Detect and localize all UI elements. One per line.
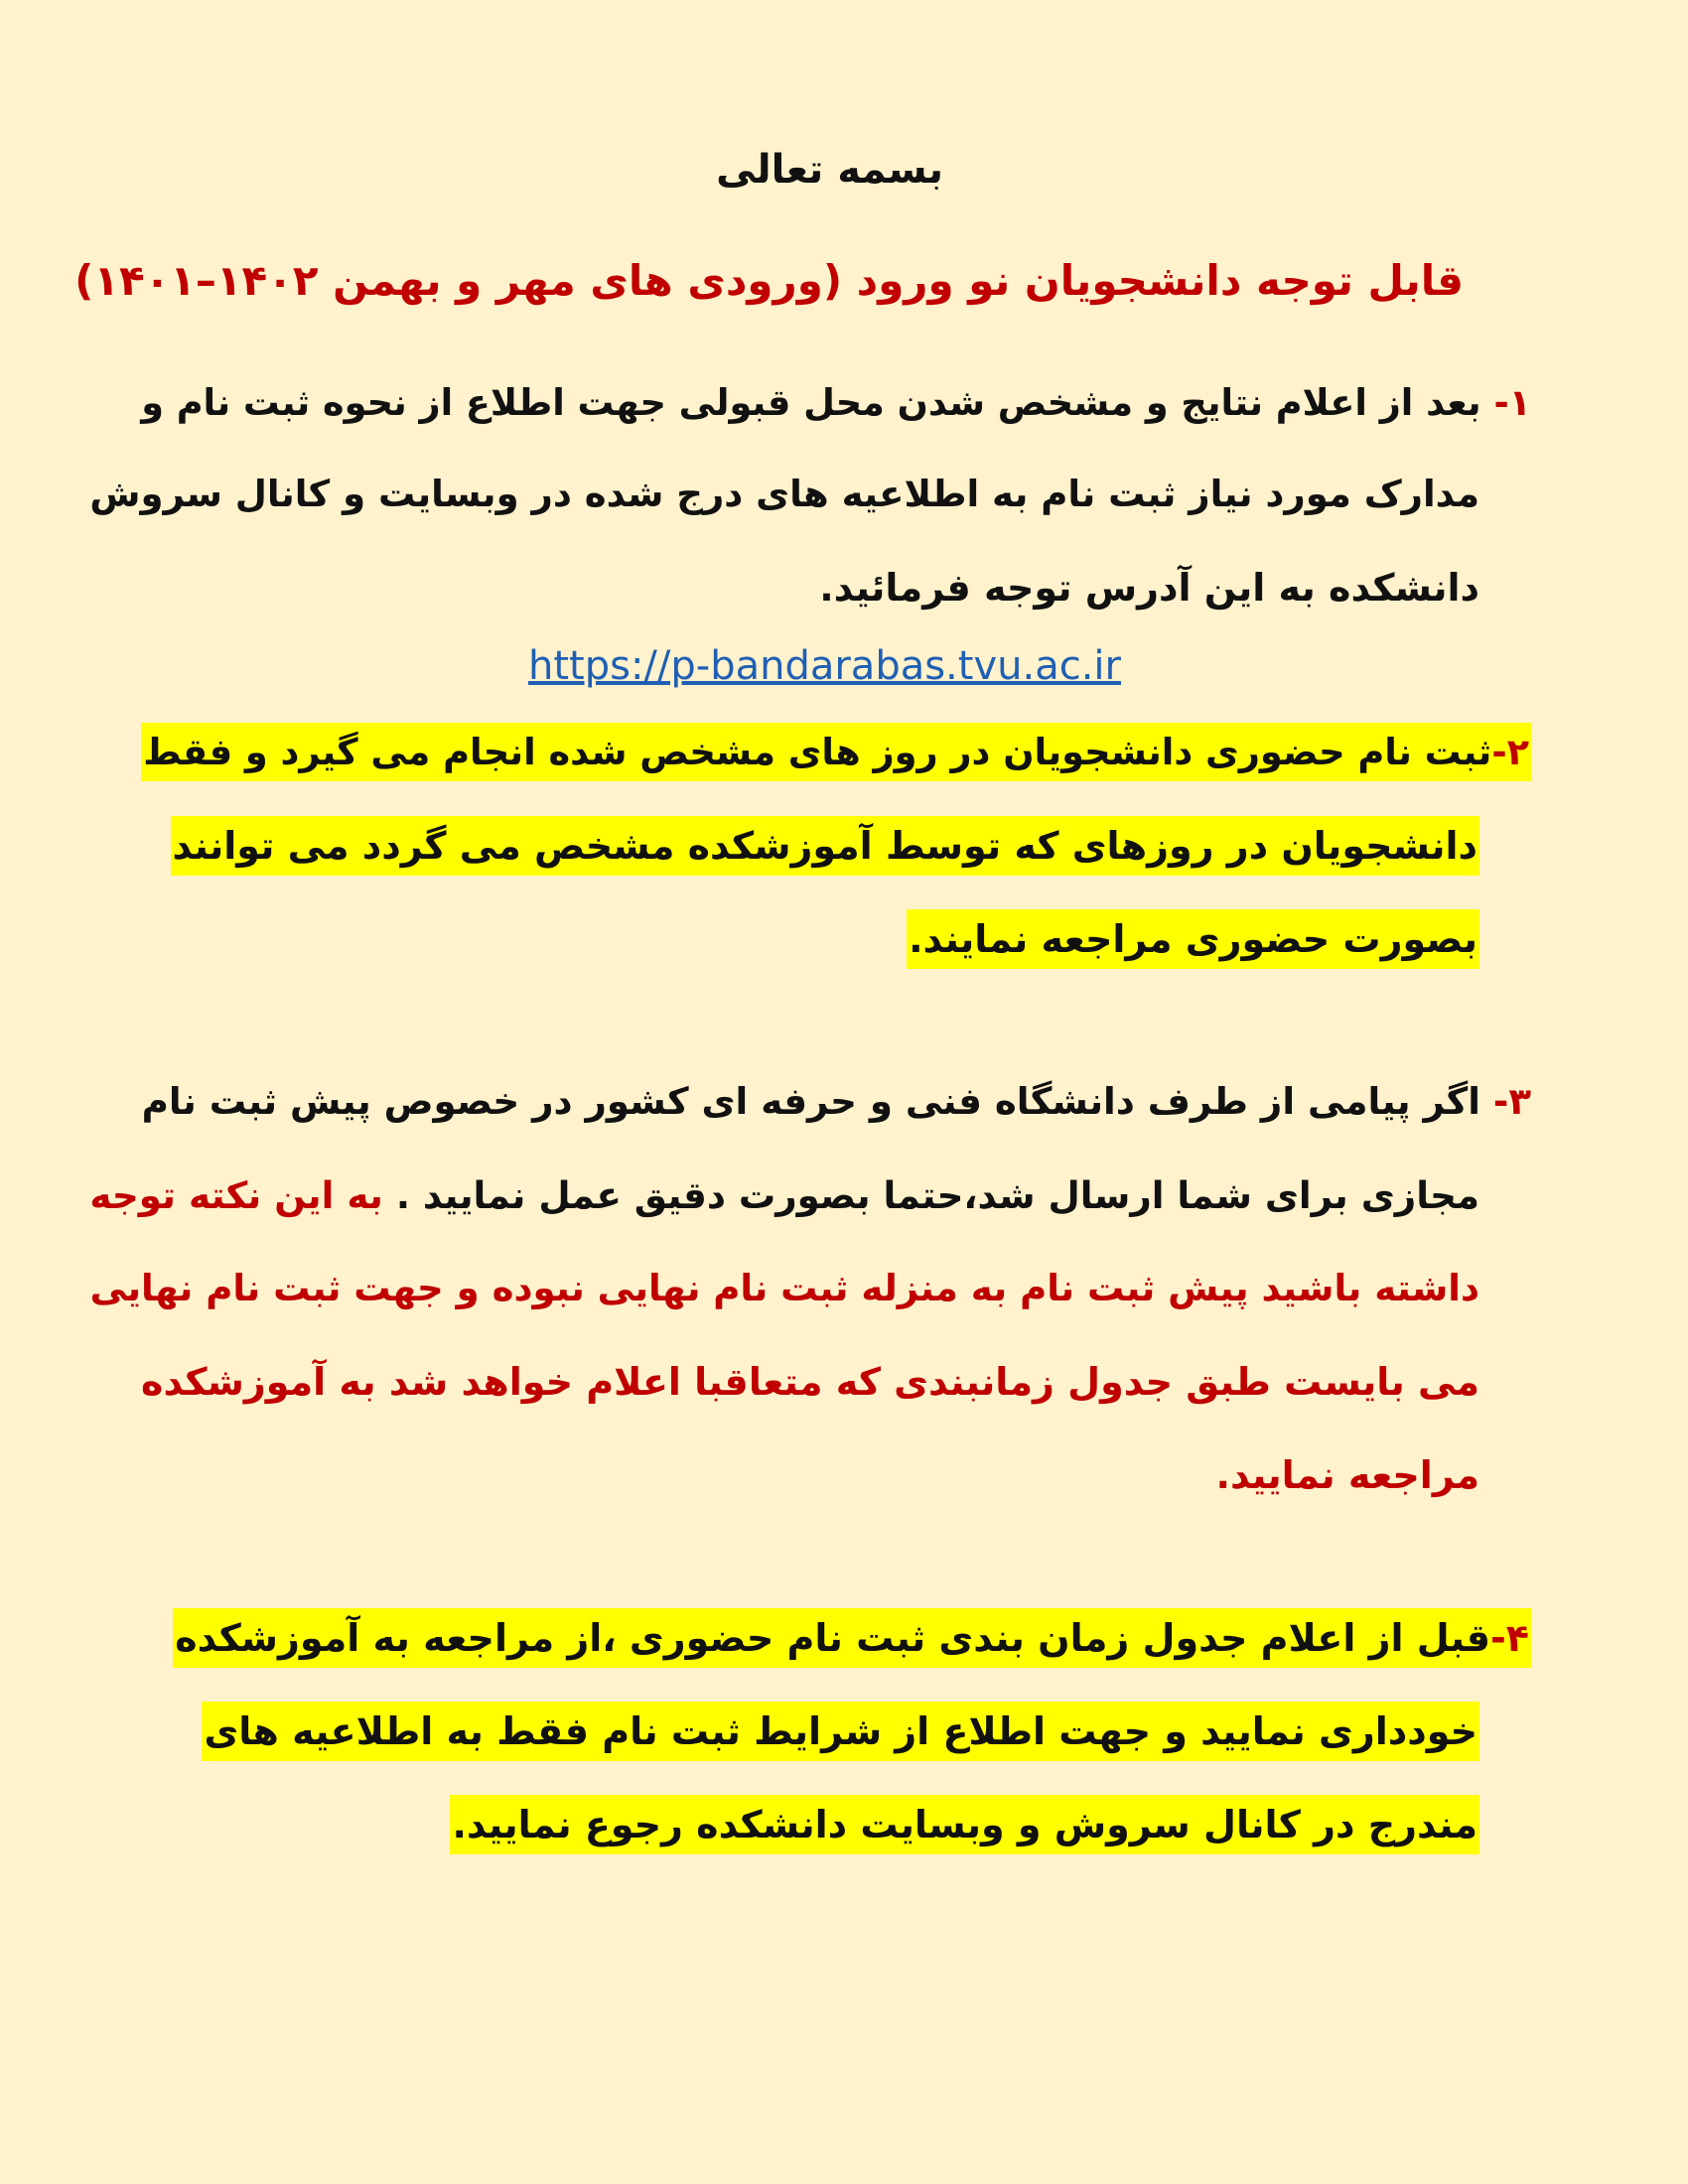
item-4-line-1: ۴-قبل از اعلام جدول زمان بندی ثبت نام حضوری ،از مراجعه به آموزشکده bbox=[173, 1612, 1531, 1664]
item-2-line-1: ۲-ثبت نام حضوری دانشجویان در روز های مشخص شده انجام می گیرد و فقط bbox=[141, 727, 1531, 778]
item-1-number: ۱- bbox=[1493, 381, 1531, 424]
item-2-line-2: دانشجویان در روزهای که توسط آموزشکده مشخص می گردد می توانند bbox=[171, 820, 1480, 872]
item-2-number: ۲- bbox=[1491, 731, 1529, 773]
page-title: قابل توجه دانشجویان نو ورود (ورودی های مهر و بهمن ۱۴۰۲–۱۴۰۱) bbox=[74, 256, 1464, 305]
item-1-line-2: مدارک مورد نیاز ثبت نام به اطلاعیه های درج شده در وبسایت و کانال سروش bbox=[89, 473, 1479, 515]
item-2-line-3: بصورت حضوری مراجعه نمایند. bbox=[907, 913, 1479, 965]
item-3-line-3: داشته باشید پیش ثبت نام به منزله ثبت نام نهایی نبوده و جهت ثبت نام نهایی bbox=[89, 1267, 1479, 1309]
item-3-line-5: مراجعه نمایید. bbox=[1215, 1453, 1479, 1497]
item-3-line-1: ۳- اگر پیامی از طرف دانشگاه فنی و حرفه ای کشور در خصوص پیش ثبت نام bbox=[141, 1080, 1531, 1123]
item-3-number: ۳- bbox=[1492, 1080, 1531, 1123]
website-link[interactable]: https://p-bandarabas.tvu.ac.ir bbox=[528, 643, 1121, 689]
item-4-number: ۴- bbox=[1490, 1616, 1529, 1660]
item-1-line-1: ۱- بعد از اعلام نتایج و مشخص شدن محل قبولی جهت اطلاع از نحوه ثبت نام و bbox=[141, 381, 1531, 424]
item-4-line-2: خودداری نمایید و جهت اطلاع از شرایط ثبت نام فقط به اطلاعیه های bbox=[202, 1706, 1479, 1757]
bismillah-heading: بسمه تعالی bbox=[716, 147, 943, 193]
item-3-line-4: می بایست طبق جدول زمانبندی که متعاقبا اعلام خواهد شد به آموزشکده bbox=[141, 1360, 1479, 1404]
item-1-line-3: دانشکده به این آدرس توجه فرمائید. bbox=[819, 566, 1479, 610]
item-4-line-3: مندرج در کانال سروش و وبسایت دانشکده رجوع نمایید. bbox=[450, 1799, 1479, 1850]
item-3-line-2: مجازی برای شما ارسال شد،حتما بصورت دقیق عمل نمایید . به این نکته توجه bbox=[89, 1173, 1479, 1217]
